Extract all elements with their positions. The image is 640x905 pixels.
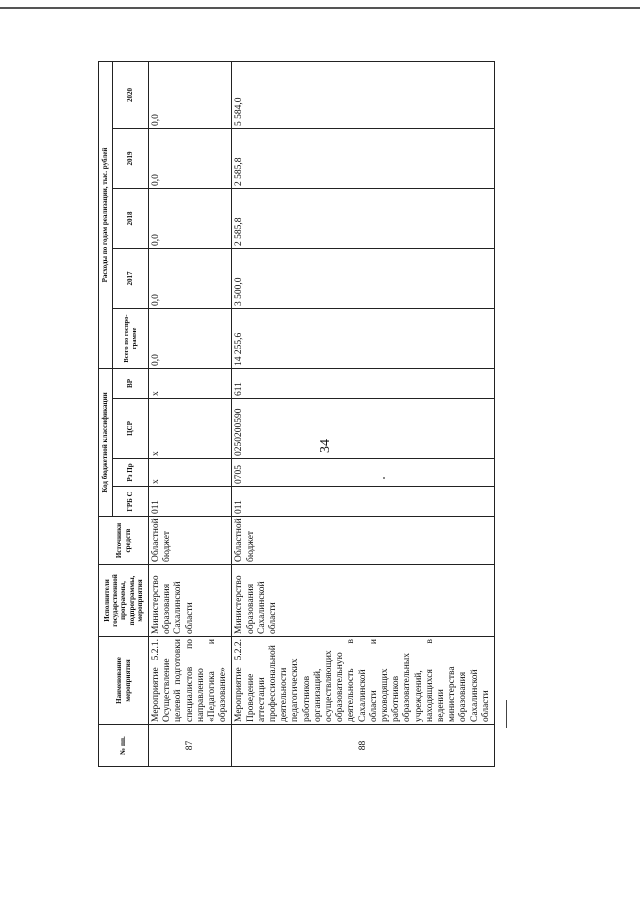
measure-name: Мероприятие 5.2.1. Осуществление целевой подготовки специалистов по направлению «Педагогика и образование» — [149, 637, 232, 725]
cost-2020: 5 584,0 — [232, 61, 495, 128]
cost-2018: 2 585,8 — [232, 188, 495, 248]
grbs-code: 011 — [149, 487, 232, 517]
header-vr: ВР — [113, 368, 149, 398]
margin-mark — [506, 700, 507, 728]
cost-2018: 0,0 — [149, 188, 232, 248]
cost-2020: 0,0 — [149, 61, 232, 128]
cost-2017: 0,0 — [149, 248, 232, 308]
csr-code: 0250200590 — [232, 399, 495, 459]
cost-2017: 3 500,0 — [232, 248, 495, 308]
header-2017: 2017 — [113, 248, 149, 308]
budget-table — [98, 61, 495, 767]
rzpr-code: 0705 — [232, 459, 495, 487]
table-row — [149, 61, 232, 766]
header-no: № пп. — [99, 725, 149, 767]
header-total: Всего по госпро-грамме — [113, 308, 149, 368]
vr-code: 611 — [232, 368, 495, 398]
total-cost: 14 255,6 — [232, 308, 495, 368]
header-executor: Исполнители государственной программы, подпрограммы, мероприятия — [99, 565, 149, 637]
csr-code: х — [149, 399, 232, 459]
header-2019: 2019 — [113, 128, 149, 188]
grbs-code: 011 — [232, 487, 495, 517]
total-cost: 0,0 — [149, 308, 232, 368]
cost-2019: 0,0 — [149, 128, 232, 188]
top-rule — [0, 7, 640, 9]
header-budget-code-group: Код бюджетной классификации — [99, 368, 113, 516]
header-name: Наименование мероприятия — [99, 637, 149, 725]
header-costs-group: Расходы по годам реализации, тыс. рублей — [99, 61, 113, 368]
measure-name: Мероприятие 5.2.2. Проведение аттестации профессиональной деятельности педагогических работников организаций, осуществляющих образовательную деятельность в Сахалинской области и руководящих работников образовательных учреждений, находящихся в ведении министерства образования Сахалинской области — [232, 637, 495, 725]
rzpr-code: х — [149, 459, 232, 487]
funding-source: Областной бюджет — [149, 517, 232, 565]
executor: Министерство образования Сахалинской области — [149, 565, 232, 637]
rotated-table-container — [98, 62, 491, 767]
funding-source: Областной бюджет — [232, 517, 495, 565]
vr-code: х — [149, 368, 232, 398]
row-number: 87 — [149, 725, 232, 767]
header-grbs: ГРБ С — [113, 487, 149, 517]
row-number: 88 — [232, 725, 495, 767]
page-number: 34 — [318, 439, 333, 453]
cost-2019: 2 585,8 — [232, 128, 495, 188]
header-csr: ЦСР — [113, 399, 149, 459]
header-2018: 2018 — [113, 188, 149, 248]
header-source: Источники средств — [99, 517, 149, 565]
header-2020: 2020 — [113, 61, 149, 128]
table-row — [232, 61, 495, 766]
executor: Министерство образования Сахалинской области — [232, 565, 495, 637]
rotated-table-frame — [98, 62, 491, 767]
header-rzpr: Рз Пр — [113, 459, 149, 487]
